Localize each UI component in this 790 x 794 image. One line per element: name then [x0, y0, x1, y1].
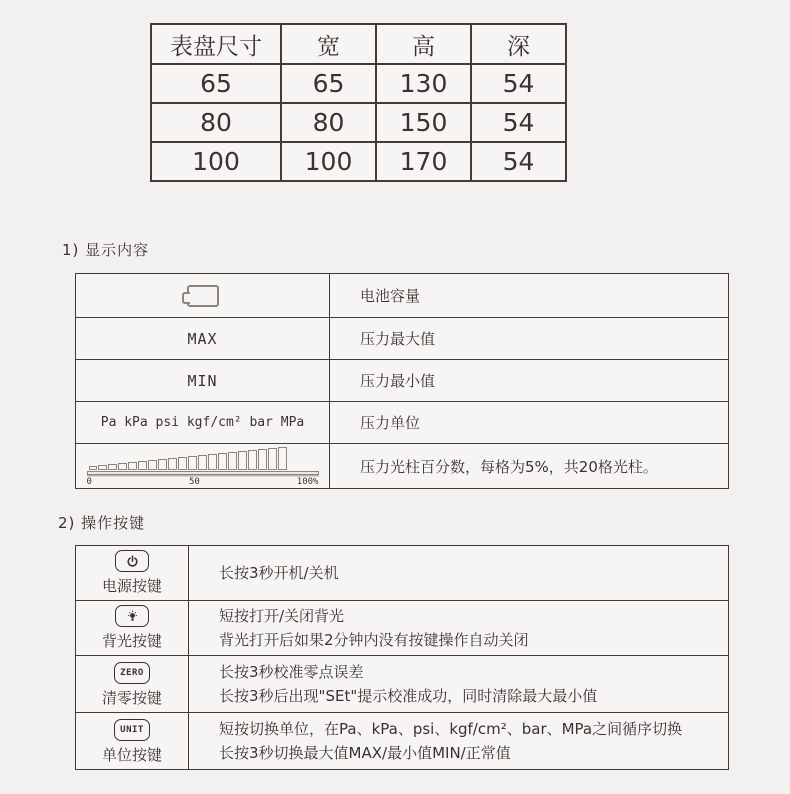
table-row	[76, 713, 729, 770]
backlight-key-label: 背光按键	[101, 632, 162, 650]
power-key-label: 电源按键	[101, 577, 162, 595]
units-symbol: Pa kPa psi kgf/cm² bar MPa	[76, 402, 330, 444]
table-row	[76, 444, 729, 489]
desc-line: 长按3秒开机/关机	[219, 564, 339, 582]
size-cell: 80	[151, 103, 281, 142]
unit-key-label: 单位按键	[101, 746, 162, 764]
table-row	[76, 318, 729, 360]
unit-key-cell	[76, 713, 189, 770]
backlight-key-desc	[189, 601, 729, 656]
size-cell: 54	[471, 103, 566, 142]
section2-heading: 2) 操作按键	[58, 514, 146, 532]
max-desc: 压力最大值	[330, 318, 729, 360]
size-cell: 65	[151, 64, 281, 103]
size-table-row	[151, 142, 566, 181]
size-cell: 65	[281, 64, 376, 103]
backlight-key-cell	[76, 601, 189, 656]
bargraph-tick-100: 100%	[296, 477, 319, 487]
table-row	[76, 274, 729, 318]
unit-key-desc	[189, 713, 729, 770]
desc-line: 长按3秒校准零点误差	[219, 663, 364, 681]
size-cell: 80	[281, 103, 376, 142]
backlight-bulb-icon	[126, 610, 139, 623]
battery-symbol-cell	[76, 274, 330, 318]
desc-line: 长按3秒切换最大值MAX/最小值MIN/正常值	[219, 744, 511, 762]
unit-button: UNIT	[114, 719, 150, 741]
size-table-row	[151, 103, 566, 142]
zero-key-desc	[189, 656, 729, 713]
power-key-cell	[76, 546, 189, 601]
section1-heading: 1) 显示内容	[62, 241, 150, 259]
size-header-width: 宽	[281, 24, 376, 64]
bargraph-icon	[87, 444, 319, 487]
battery-desc: 电池容量	[330, 274, 729, 318]
table-row	[76, 360, 729, 402]
units-desc: 压力单位	[330, 402, 729, 444]
dial-size-table	[150, 23, 567, 182]
table-row	[76, 402, 729, 444]
battery-icon	[187, 285, 219, 307]
table-row	[76, 601, 729, 656]
size-cell: 100	[281, 142, 376, 181]
size-cell: 150	[376, 103, 471, 142]
size-table-header-row	[151, 24, 566, 64]
bargraph-desc: 压力光柱百分数，每格为5%，共20格光柱。	[330, 444, 729, 489]
size-table-row	[151, 64, 566, 103]
size-cell: 54	[471, 142, 566, 181]
backlight-button	[115, 605, 149, 627]
desc-line: 短按打开/关闭背光	[219, 607, 345, 625]
bargraph-symbol-cell	[76, 444, 330, 489]
zero-key-cell	[76, 656, 189, 713]
desc-line: 短按切换单位，在Pa、kPa、psi、kgf/cm²、bar、MPa之间循序切换	[219, 720, 683, 738]
size-cell: 170	[376, 142, 471, 181]
power-button	[115, 550, 149, 572]
table-row	[76, 546, 729, 601]
desc-line: 背光打开后如果2分钟内没有按键操作自动关闭	[219, 631, 529, 649]
bargraph-segments	[87, 446, 319, 470]
max-symbol: MAX	[76, 318, 330, 360]
zero-button: ZERO	[114, 662, 150, 684]
size-cell: 54	[471, 64, 566, 103]
display-content-table	[75, 273, 729, 489]
table-row	[76, 656, 729, 713]
size-header-depth: 深	[471, 24, 566, 64]
min-desc: 压力最小值	[330, 360, 729, 402]
power-icon	[126, 555, 139, 568]
size-header-dial: 表盘尺寸	[151, 24, 281, 64]
desc-line: 长按3秒后出现"SEt"提示校准成功，同时清除最大最小值	[219, 687, 598, 705]
size-cell: 100	[151, 142, 281, 181]
zero-key-label: 清零按键	[101, 689, 162, 707]
operation-keys-table	[75, 545, 729, 770]
bargraph-ticks	[87, 477, 319, 487]
power-key-desc	[189, 546, 729, 601]
bargraph-rail	[87, 471, 319, 475]
size-cell: 130	[376, 64, 471, 103]
min-symbol: MIN	[76, 360, 330, 402]
size-header-height: 高	[376, 24, 471, 64]
bargraph-tick-50: 50	[188, 477, 200, 487]
bargraph-tick-0: 0	[86, 477, 92, 487]
